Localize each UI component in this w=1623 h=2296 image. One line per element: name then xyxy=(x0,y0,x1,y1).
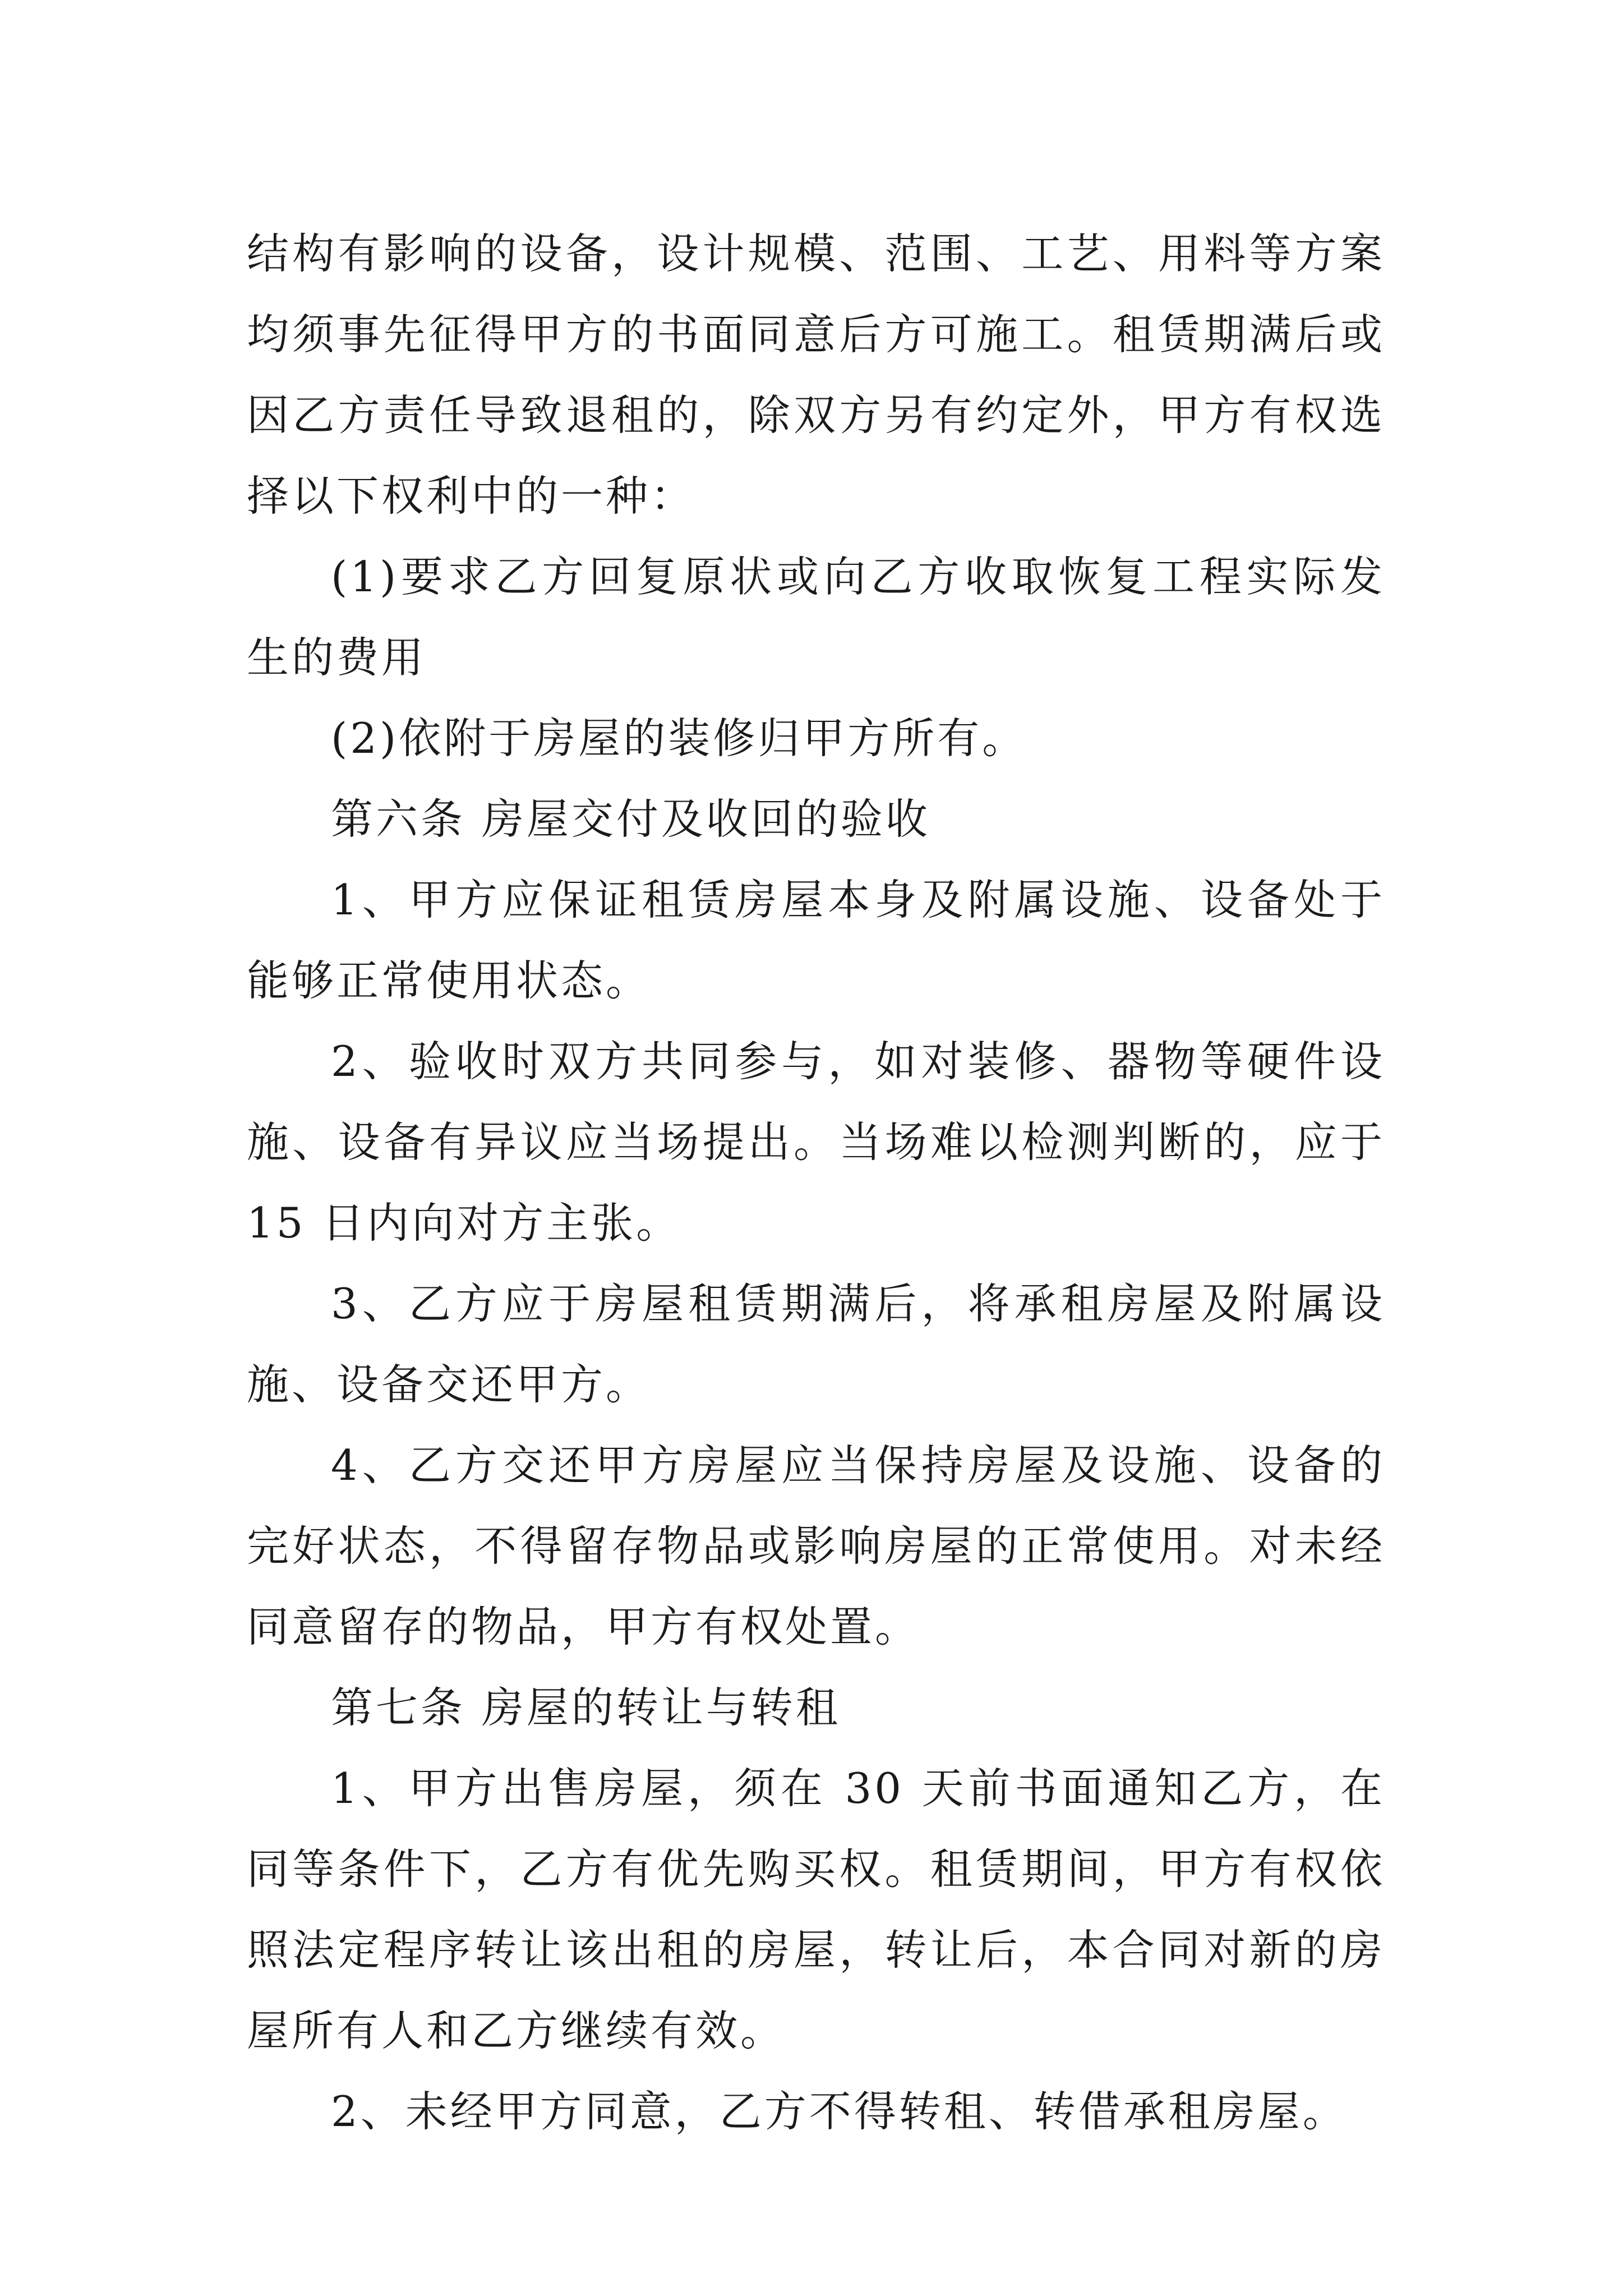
paragraph-option-1: (1)要求乙方回复原状或向乙方收取恢复工程实际发生的费用 xyxy=(247,552,1385,682)
article-7-clause-1: 1、甲方出售房屋，须在 30 天前书面通知乙方，在同等条件下，乙方有优先购买权。租赁期间，甲方有权依照法定程序转让该出租的房屋，转让后，本合同对新的房屋所有人和乙方继续有效。 xyxy=(247,1764,1385,2055)
document-body xyxy=(247,213,1385,2152)
article-6-heading: 第六条 房屋交付及收回的验收 xyxy=(331,794,930,844)
paragraph-option-2: (2)依附于房屋的装修归甲方所有。 xyxy=(331,714,1027,763)
article-6-clause-1: 1、甲方应保证租赁房屋本身及附属设施、设备处于能够正常使用状态。 xyxy=(247,875,1385,1005)
article-6-clause-2: 2、验收时双方共同参与，如对装修、器物等硬件设施、设备有异议应当场提出。当场难以检测判断的，应于 15 日内向对方主张。 xyxy=(247,1037,1385,1248)
article-7-heading: 第七条 房屋的转让与转租 xyxy=(331,1683,841,1732)
article-7-clause-2: 2、未经甲方同意，乙方不得转租、转借承租房屋。 xyxy=(331,2087,1348,2136)
article-6-clause-3: 3、乙方应于房屋租赁期满后，将承租房屋及附属设施、设备交还甲方。 xyxy=(247,1279,1385,1409)
paragraph-continuation: 结构有影响的设备，设计规模、范围、工艺、用料等方案均须事先征得甲方的书面同意后方可施工。租赁期满后或因乙方责任导致退租的，除双方另有约定外，甲方有权选择以下权利中的一种： xyxy=(247,229,1385,521)
article-6-clause-4: 4、乙方交还甲方房屋应当保持房屋及设施、设备的完好状态，不得留存物品或影响房屋的正常使用。对未经同意留存的物品，甲方有权处置。 xyxy=(247,1441,1385,1651)
